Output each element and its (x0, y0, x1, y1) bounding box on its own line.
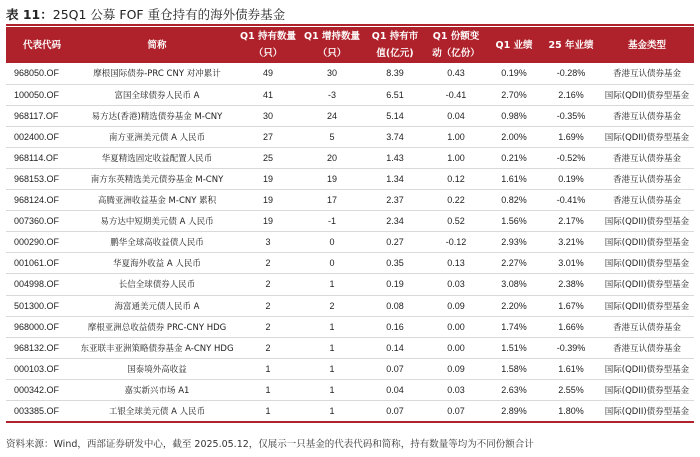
fund-type-cell: 香港互认债券基金 (600, 147, 694, 168)
fund-name-cell: 华夏海外收益 A 人民币 (78, 253, 236, 274)
table-header-row (6, 27, 694, 63)
hold-value-cell: 0.27 (364, 232, 426, 253)
share-change-cell: 0.03 (426, 274, 486, 295)
col-header-value: Q1 持有市 值(亿元) (364, 27, 426, 63)
hold-count-cell: 1 (236, 358, 300, 379)
share-change-cell: 1.00 (426, 126, 486, 147)
hold-value-cell: 0.07 (364, 358, 426, 379)
q1-performance-cell: 2.00% (486, 126, 542, 147)
table-row (6, 105, 694, 126)
table-row (6, 337, 694, 358)
fund-type-cell: 国际(QDII)债券型基金 (600, 211, 694, 232)
fund-name-cell: 嘉实新兴市场 A1 (78, 379, 236, 400)
hold-value-cell: 0.14 (364, 337, 426, 358)
fund-type-cell: 国际(QDII)债券型基金 (600, 401, 694, 422)
q1-performance-cell: 1.58% (486, 358, 542, 379)
share-change-cell: 0.09 (426, 295, 486, 316)
share-change-cell: 0.09 (426, 358, 486, 379)
col-header-share-change: Q1 份额变 动（亿份） (426, 27, 486, 63)
fund-code-cell: 003385.OF (6, 401, 78, 422)
share-change-cell: 0.12 (426, 168, 486, 189)
fund-type-cell: 国际(QDII)债券型基金 (600, 232, 694, 253)
ytd-performance-cell: 1.66% (542, 316, 600, 337)
fund-type-cell: 国际(QDII)债券型基金 (600, 358, 694, 379)
hold-value-cell: 6.51 (364, 84, 426, 105)
share-change-cell: 0.00 (426, 337, 486, 358)
hold-count-cell: 27 (236, 126, 300, 147)
table-row (6, 379, 694, 400)
add-count-cell: 1 (300, 337, 364, 358)
fund-code-cell: 100050.OF (6, 84, 78, 105)
fund-name-cell: 易方达(香港)精选债券基金 M-CNY (78, 105, 236, 126)
share-change-cell: 0.52 (426, 211, 486, 232)
hold-count-cell: 2 (236, 316, 300, 337)
hold-value-cell: 3.74 (364, 126, 426, 147)
ytd-performance-cell: -0.35% (542, 105, 600, 126)
share-change-cell: 0.04 (426, 105, 486, 126)
fund-type-cell: 国际(QDII)债券型基金 (600, 253, 694, 274)
hold-value-cell: 0.19 (364, 274, 426, 295)
ytd-performance-cell: -0.52% (542, 147, 600, 168)
fund-table (6, 27, 694, 423)
fund-code-cell: 968114.OF (6, 147, 78, 168)
table-row (6, 316, 694, 337)
ytd-performance-cell: 3.21% (542, 232, 600, 253)
hold-value-cell: 0.35 (364, 253, 426, 274)
ytd-performance-cell: 1.67% (542, 295, 600, 316)
fund-type-cell: 香港互认债券基金 (600, 105, 694, 126)
share-change-cell: 0.13 (426, 253, 486, 274)
fund-type-cell: 香港互认债券基金 (600, 63, 694, 84)
fund-code-cell: 968124.OF (6, 190, 78, 211)
share-change-cell: -0.12 (426, 232, 486, 253)
q1-performance-cell: 0.19% (486, 63, 542, 84)
q1-performance-cell: 0.98% (486, 105, 542, 126)
hold-value-cell: 0.04 (364, 379, 426, 400)
hold-value-cell: 0.07 (364, 401, 426, 422)
ytd-performance-cell: 2.17% (542, 211, 600, 232)
q1-performance-cell: 2.20% (486, 295, 542, 316)
fund-code-cell: 968132.OF (6, 337, 78, 358)
fund-code-cell: 002400.OF (6, 126, 78, 147)
hold-value-cell: 2.34 (364, 211, 426, 232)
q1-performance-cell: 0.82% (486, 190, 542, 211)
fund-name-cell: 华夏精选固定收益配置人民币 (78, 147, 236, 168)
table-row (6, 84, 694, 105)
fund-type-cell: 国际(QDII)债券型基金 (600, 84, 694, 105)
hold-value-cell: 1.34 (364, 168, 426, 189)
add-count-cell: 17 (300, 190, 364, 211)
hold-value-cell: 0.08 (364, 295, 426, 316)
share-change-cell: 0.22 (426, 190, 486, 211)
hold-value-cell: 0.16 (364, 316, 426, 337)
fund-name-cell: 长信全球债券人民币 (78, 274, 236, 295)
fund-name-cell: 高腾亚洲收益基金 M-CNY 累积 (78, 190, 236, 211)
q1-performance-cell: 0.21% (486, 147, 542, 168)
table-row (6, 232, 694, 253)
hold-count-cell: 3 (236, 232, 300, 253)
table-body (6, 63, 694, 422)
ytd-performance-cell: -0.39% (542, 337, 600, 358)
hold-count-cell: 25 (236, 147, 300, 168)
fund-name-cell: 海富通美元债人民币 A (78, 295, 236, 316)
ytd-performance-cell: 2.55% (542, 379, 600, 400)
hold-count-cell: 2 (236, 295, 300, 316)
source-note: 资料来源：Wind，西部证券研发中心，截至 2025.05.12，仅展示一只基金的代表代码和简称，持有数量等均为不同份额合计 (6, 439, 534, 450)
add-count-cell: -1 (300, 211, 364, 232)
table-row (6, 168, 694, 189)
share-change-cell: 0.43 (426, 63, 486, 84)
q1-performance-cell: 2.63% (486, 379, 542, 400)
fund-code-cell: 968050.OF (6, 63, 78, 84)
fund-code-cell: 001061.OF (6, 253, 78, 274)
hold-count-cell: 2 (236, 274, 300, 295)
q1-performance-cell: 2.70% (486, 84, 542, 105)
table-title-text: 25Q1 公募 FOF 重仓持有的海外债券基金 (52, 7, 286, 22)
hold-count-cell: 19 (236, 211, 300, 232)
table-row (6, 274, 694, 295)
hold-value-cell: 2.37 (364, 190, 426, 211)
fund-code-cell: 968153.OF (6, 168, 78, 189)
fund-type-cell: 国际(QDII)债券型基金 (600, 126, 694, 147)
hold-count-cell: 19 (236, 190, 300, 211)
q1-performance-cell: 1.56% (486, 211, 542, 232)
fund-type-cell: 香港互认债券基金 (600, 168, 694, 189)
ytd-performance-cell: 1.69% (542, 126, 600, 147)
hold-count-cell: 49 (236, 63, 300, 84)
table-row (6, 211, 694, 232)
q1-performance-cell: 2.27% (486, 253, 542, 274)
fund-name-cell: 易方达中短期美元债 A 人民币 (78, 211, 236, 232)
ytd-performance-cell: 0.19% (542, 168, 600, 189)
fund-name-cell: 国泰境外高收益 (78, 358, 236, 379)
col-header-add: Q1 增持数量 （只） (300, 27, 364, 63)
table-row (6, 358, 694, 379)
table-row (6, 190, 694, 211)
add-count-cell: 24 (300, 105, 364, 126)
share-change-cell: -0.41 (426, 84, 486, 105)
col-header-name: 简称 (78, 27, 236, 63)
fund-type-cell: 香港互认债券基金 (600, 316, 694, 337)
fund-type-cell: 香港互认债券基金 (600, 337, 694, 358)
ytd-performance-cell: 2.16% (542, 84, 600, 105)
fund-name-cell: 工银全球美元债 A 人民币 (78, 401, 236, 422)
table-title-prefix: 表 11： (6, 7, 53, 22)
table-row (6, 63, 694, 84)
ytd-performance-cell: -0.41% (542, 190, 600, 211)
fund-type-cell: 国际(QDII)债券型基金 (600, 295, 694, 316)
add-count-cell: 1 (300, 401, 364, 422)
add-count-cell: -3 (300, 84, 364, 105)
fund-name-cell: 摩根亚洲总收益债券 PRC-CNY HDG (78, 316, 236, 337)
table-row (6, 253, 694, 274)
q1-performance-cell: 3.08% (486, 274, 542, 295)
fund-name-cell: 鹏华全球高收益债人民币 (78, 232, 236, 253)
add-count-cell: 19 (300, 168, 364, 189)
share-change-cell: 0.00 (426, 316, 486, 337)
q1-performance-cell: 1.51% (486, 337, 542, 358)
ytd-performance-cell: 1.80% (542, 401, 600, 422)
hold-count-cell: 30 (236, 105, 300, 126)
col-header-hold: Q1 持有数量 （只） (236, 27, 300, 63)
add-count-cell: 1 (300, 316, 364, 337)
hold-count-cell: 19 (236, 168, 300, 189)
q1-performance-cell: 2.93% (486, 232, 542, 253)
hold-count-cell: 1 (236, 401, 300, 422)
col-header-ytd-perf: 25 年业绩 (542, 27, 600, 63)
table-row (6, 147, 694, 168)
table-title (6, 4, 694, 26)
fund-name-cell: 南方东英精选美元债券基金 M-CNY (78, 168, 236, 189)
add-count-cell: 1 (300, 358, 364, 379)
fund-name-cell: 东亚联丰亚洲策略债券基金 A-CNY HDG (78, 337, 236, 358)
add-count-cell: 1 (300, 379, 364, 400)
add-count-cell: 30 (300, 63, 364, 84)
add-count-cell: 20 (300, 147, 364, 168)
fund-code-cell: 000342.OF (6, 379, 78, 400)
hold-value-cell: 1.43 (364, 147, 426, 168)
fund-type-cell: 国际(QDII)债券型基金 (600, 379, 694, 400)
fund-name-cell: 南方亚洲美元债 A 人民币 (78, 126, 236, 147)
fund-code-cell: 004998.OF (6, 274, 78, 295)
share-change-cell: 1.00 (426, 147, 486, 168)
add-count-cell: 1 (300, 274, 364, 295)
fund-code-cell: 968117.OF (6, 105, 78, 126)
share-change-cell: 0.07 (426, 401, 486, 422)
add-count-cell: 5 (300, 126, 364, 147)
q1-performance-cell: 2.89% (486, 401, 542, 422)
table-row (6, 401, 694, 422)
hold-count-cell: 41 (236, 84, 300, 105)
share-change-cell: 0.03 (426, 379, 486, 400)
table-row (6, 126, 694, 147)
fund-code-cell: 501300.OF (6, 295, 78, 316)
hold-count-cell: 2 (236, 253, 300, 274)
q1-performance-cell: 1.74% (486, 316, 542, 337)
fund-type-cell: 香港互认债券基金 (600, 190, 694, 211)
fund-code-cell: 007360.OF (6, 211, 78, 232)
add-count-cell: 2 (300, 295, 364, 316)
hold-count-cell: 2 (236, 337, 300, 358)
add-count-cell: 0 (300, 253, 364, 274)
hold-value-cell: 5.14 (364, 105, 426, 126)
table-row (6, 295, 694, 316)
hold-value-cell: 8.39 (364, 63, 426, 84)
ytd-performance-cell: -0.28% (542, 63, 600, 84)
hold-count-cell: 1 (236, 379, 300, 400)
ytd-performance-cell: 3.01% (542, 253, 600, 274)
q1-performance-cell: 1.61% (486, 168, 542, 189)
fund-name-cell: 富国全球债券人民币 A (78, 84, 236, 105)
col-header-code: 代表代码 (6, 27, 78, 63)
col-header-q1-perf: Q1 业绩 (486, 27, 542, 63)
fund-code-cell: 000103.OF (6, 358, 78, 379)
fund-name-cell: 摩根国际债券-PRC CNY 对冲累计 (78, 63, 236, 84)
fund-code-cell: 968000.OF (6, 316, 78, 337)
col-header-type: 基金类型 (600, 27, 694, 63)
add-count-cell: 0 (300, 232, 364, 253)
ytd-performance-cell: 2.38% (542, 274, 600, 295)
ytd-performance-cell: 1.61% (542, 358, 600, 379)
fund-code-cell: 000290.OF (6, 232, 78, 253)
fund-type-cell: 国际(QDII)债券型基金 (600, 274, 694, 295)
